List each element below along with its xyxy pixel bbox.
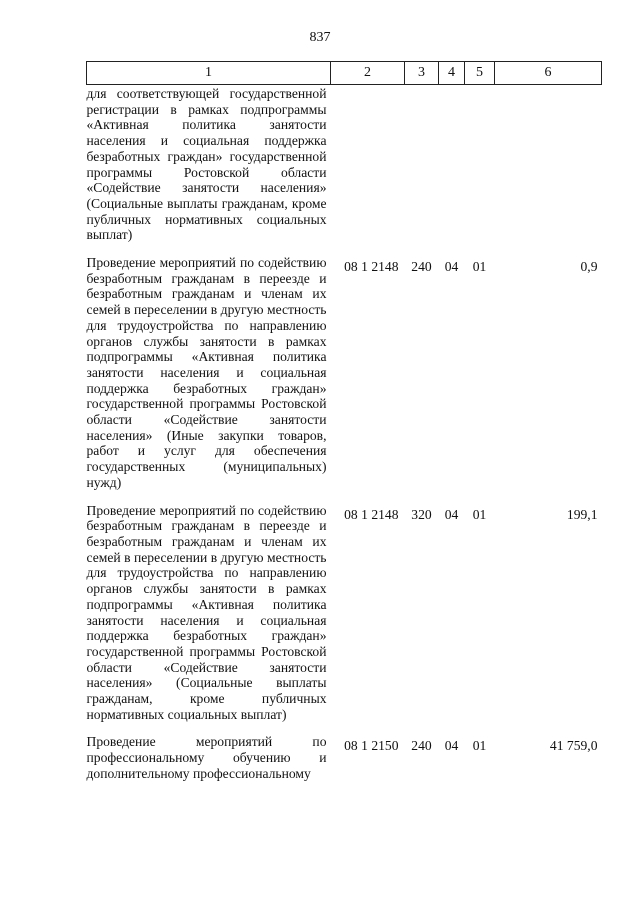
table-header (87, 62, 602, 85)
row-target-code: 08 1 2148 (344, 259, 399, 275)
table-row (87, 734, 602, 793)
column-header-6: 6 (495, 62, 602, 85)
column-header-2: 2 (331, 62, 405, 85)
column-header-4: 4 (439, 62, 465, 85)
table-row (87, 503, 602, 735)
row-expense-type: 240 (411, 738, 432, 754)
column-header-1: 1 (87, 62, 331, 85)
row-amount (495, 85, 602, 256)
budget-table (86, 61, 602, 794)
row-description: Проведение мероприятий по профессиональному обучению и дополнительному профессиональному (86, 734, 327, 781)
page-number: 837 (309, 30, 331, 45)
row-section: 04 (444, 738, 459, 754)
row-amount: 199,1 (566, 506, 598, 522)
row-target-code (331, 85, 405, 256)
row-section: 04 (444, 259, 459, 275)
row-expense-type: 320 (411, 506, 432, 522)
row-amount: 0,9 (580, 259, 598, 275)
row-subsection: 01 (472, 259, 487, 275)
row-expense-type: 240 (411, 259, 432, 275)
row-description: для соответствующей государственной регистрации в рамках подпрограммы «Активная политика занятости населения и социальная поддержка безработных граждан» государственной программы Ростовской области «Содействие занятости населения» (Социальные выплаты гражданам, кроме публичных нормативных социальных выплат) (86, 86, 327, 243)
table-row (87, 85, 602, 256)
row-expense-type (405, 85, 439, 256)
row-section (439, 85, 465, 256)
row-target-code: 08 1 2148 (344, 506, 399, 522)
row-subsection: 01 (472, 738, 487, 754)
row-subsection: 01 (472, 506, 487, 522)
row-amount: 41 759,0 (549, 738, 598, 754)
row-description: Проведение мероприятий по содействию безработным гражданам в переезде и безработным гражданам и членам их семей в переселении в другую местность для трудоустройства по направлению органов службы занятости в рамках подпрограммы «Активная политика занятости населения и социальная поддержка безработных граждан» государственной программы Ростовской области «Содействие занятости населения» (Иные закупки товаров, работ и услуг для обеспечения государственных (муниципальных) нужд) (86, 255, 327, 490)
row-description: Проведение мероприятий по содействию безработным гражданам в переезде и безработным гражданам и членам их семей в переселении в другую местность для трудоустройства по направлению органов службы занятости в рамках подпрограммы «Активная политика занятости населения и социальная поддержка безработных граждан» государственной программы Ростовской области «Содействие занятости населения» (Социальные выплаты гражданам, кроме публичных нормативных социальных выплат) (86, 502, 327, 722)
column-header-5: 5 (465, 62, 495, 85)
column-header-3: 3 (405, 62, 439, 85)
row-target-code: 08 1 2150 (344, 738, 399, 754)
table-row (87, 255, 602, 503)
row-section: 04 (444, 506, 459, 522)
row-subsection (465, 85, 495, 256)
